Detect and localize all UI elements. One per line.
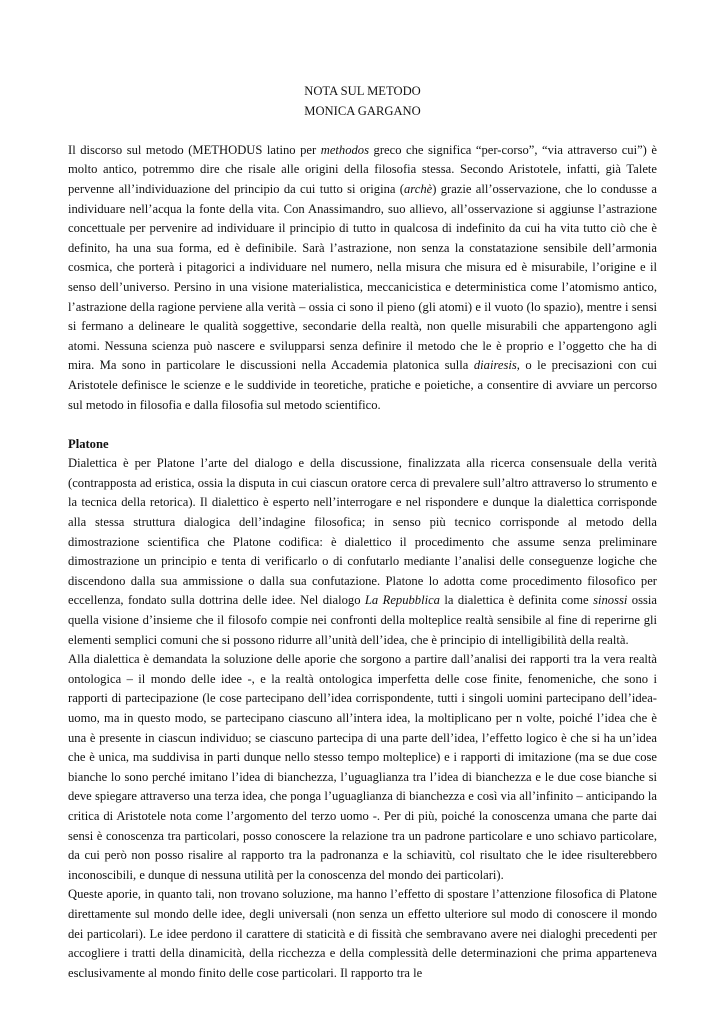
italic-term: diairesis, xyxy=(473,358,520,373)
spacer xyxy=(68,121,657,141)
text-run: Dialettica è per Platone l’arte del dialogo e della discussione, finalizzata alla ricerca consensuale della verità (contrapposta ad eristica, ossia la disputa in cui ciascun oratore cerca di prevalere sull’altro attraverso lo strumento e la tecnica della retorica). Il dialettico è esperto nell’interrogare e nel rispondere e dunque la dialettica corrisponde alla stessa struttura dialogica dell’indagine filosofica; in senso più tecnico corrisponde al metodo della dimostrazione scientifica che Platone codifica: è dialettico il procedimento che assume senza preliminare dimostrazione un principio e tenta di verificarlo o di confutarlo mediante l’analisi delle conseguenze logiche che discendono dalla sua ammissione o dalla sua confutazione. Platone lo adotta come procedimento filosofico per eccellenza, fondato sulla dottrina delle idee. Nel dialogo xyxy=(68,456,657,608)
body-paragraph: Alla dialettica è demandata la soluzione delle aporie che sorgono a partire dall’analisi dei rapporti tra la vera realtà ontologica – il mondo delle idee -, e la realtà ontologica imperfetta delle cose finite, fenomeniche, che sono i rapporti di partecipazione (le cose partecipano dell’idea corrispondente, tutti i singoli uomini partecipano dell’idea-uomo, ma in questo modo, se partecipano ciascuno all’intera idea, la moltiplicano per n volte, poiché l’idea che è una è presente in ciascun individuo; se ciascuno partecipa di una parte dell’idea, l’effetto logico è che si ha un’idea che è unica, ma suddivisa in parti dunque nello stesso tempo molteplice) e i rapporti di imitazione (ma se due cose bianche lo sono perché imitano l’idea di bianchezza, l’uguaglianza tra l’idea di bianchezza e le due cose bianche si deve spiegare attraverso una terza idea, che ponga l’uguaglianza di bianchezza e così via all’infinito – anticipando la critica di Aristotele nota come l’argomento del terzo uomo -. Per di più, poiché la conoscenza umana che parte dai sensi è conoscenza tra particolari, posso conoscere la relazione tra un padrone particolare e uno schiavo particolare, da cui però non posso risalire al rapporto tra la padronanza e la schiavitù, col risultato che le idee risulterebbero inconoscibili, e dunque di nessuna utilità per la conoscenza del mondo dei particolari). xyxy=(68,652,657,882)
text-run: ) grazie all’osservazione, che lo condusse a individuare nell’acqua la fonte della vita. Con Anassimandro, suo allievo, all’osservazione si aggiunse l’astrazione concettuale per pervenire ad individuare il principio di tutto in qualcosa di indefinito da cui ha vita tutto ciò che è definito, ha una sua forma, ed è definibile. Sarà l’astrazione, non senza la constatazione sensibile dell’armonia cosmica, che porterà i pitagorici a individuare nel numero, nella misura che misura ed è misurabile, l’origine e il senso dell’universo. Persino in una visione materialistica, meccanicistica e deterministica come l’atomismo antico, l’astrazione della ragione perviene alla verità – ossia ci sono il pieno (gli atomi) e il vuoto (lo spazio), mentre i sensi si fermano a delineare le qualità soggettive, secondarie della realtà, non quelle misurabili che appartengono agli atomi. Nessuna scienza può nascere e svilupparsi senza definire il metodo che le è proprio e l’oggetto che ha di mira. Ma sono in particolare le discussioni nella Accademia platonica sulla xyxy=(68,181,657,373)
italic-term: archè xyxy=(404,181,433,196)
text-run: greco che significa “per-corso”, “via attraverso cui”) è molto antico, potremmo dire che risale alle origini della filosofia stessa. Secondo Aristotele, infatti, già Talete pervenne all’individuazione del principio da cui tutto si origina ( xyxy=(68,142,657,196)
italic-term: sinossi xyxy=(593,593,628,608)
document-title: NOTA SUL METODO xyxy=(304,84,421,98)
intro-paragraph xyxy=(68,141,657,415)
body-paragraph: Queste aporie, in quanto tali, non trovano soluzione, ma hanno l’effetto di spostare l’attenzione filosofica di Platone direttamente sul mondo delle idee, degli universali (non senza un effetto ulteriore sul modo di conoscere il mondo dei particolari). Le idee perdono il carattere di staticità e di fissità che sembravano avere nei dialoghi precedenti per accogliere i tratti della dinamicità, della ricchezza e della complessità delle determinazioni che prima apparteneva esclusivamente al mondo finito delle cose particolari. Il rapporto tra le xyxy=(68,887,657,980)
section-heading: Platone xyxy=(68,436,109,451)
text-run: o le precisazioni con cui Aristotele definisce le scienze e le suddivide in teoretiche, pratiche e poietiche, a consentire di avviare un percorso sul metodo in filosofia e dalla filosofia sul metodo scientifico. xyxy=(68,358,657,412)
document-author: MONICA GARGANO xyxy=(304,103,421,118)
text-run: ossia quella visione d’insieme che il filosofo compie nei confronti della molteplice realtà sensibile al fine di reperirne gli elementi semplici comuni che si possono ridurre all’unità dell’idea, che è principio di intelligibilità della realtà. xyxy=(68,593,657,647)
body-paragraph xyxy=(68,454,657,650)
italic-term: La Repubblica xyxy=(364,593,440,608)
text-run: Il discorso sul metodo (METHODUS latino per xyxy=(68,142,321,157)
text-run: la dialettica è definita come xyxy=(439,593,594,608)
spacer xyxy=(68,415,657,435)
italic-term: methodos xyxy=(320,142,369,157)
